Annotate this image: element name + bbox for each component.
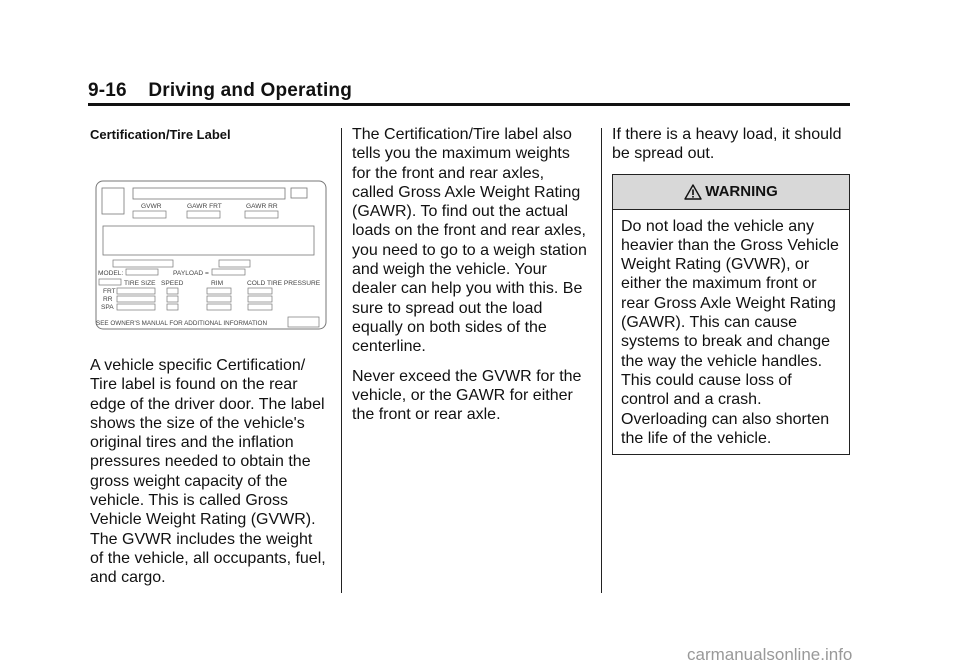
column-1-body: A vehicle specific Certification/ Tire label is found on the rear edge of the driver door. The label shows the size of the vehicle's original tires and the inflation pressures needed to obtain the gross weight capacity of the vehicle. This is called Gross Vehicle Weight Rating (GVWR). The GVWR includes the weight of the vehicle, all occupants, fuel, and cargo. — [90, 357, 326, 587]
label-rim: RIM — [211, 280, 224, 287]
column-2-paragraph-1: The Certification/Tire label also tells you the maximum weights for the front and rear axles, called Gross Axle Weight Rating (GAWR). To find out the actual loads on the front and rear axles, you need to go to a weigh station and weigh the vehicle. Your dealer can help you with this. Be sure to spread out the load equally on both sides of the centerline. — [352, 126, 587, 356]
page-header — [88, 80, 352, 102]
column-2-paragraph-2: Never exceed the GVWR for the vehicle, or the GAWR for either the front or rear axle. — [352, 367, 582, 424]
figure-caption: Certification/Tire Label — [90, 127, 231, 142]
column-divider-1 — [341, 128, 342, 593]
label-model: MODEL: — [98, 270, 124, 277]
page-number: 9-16 — [88, 80, 127, 101]
column-1 — [90, 125, 330, 143]
watermark: carmanualsonline.info — [687, 645, 853, 664]
label-gvwr: GVWR — [141, 203, 162, 210]
label-spa: SPA — [101, 304, 114, 311]
warning-box — [612, 174, 850, 456]
label-cold-tire-pressure: COLD TIRE PRESSURE — [247, 280, 321, 287]
column-2 — [352, 125, 590, 434]
warning-text: Do not load the vehicle any heavier than the Gross Vehicle Weight Rating (GVWR), or either the maximum front or rear Gross Axle Weight Rating (GAWR). This can cause systems to break and change the way the vehicle handles. This could cause loss of control and a crash. Overloading can also shorten the life of the vehicle. — [621, 217, 839, 447]
column-3 — [612, 125, 852, 455]
label-tire-size: TIRE SIZE — [124, 280, 156, 287]
label-gawr-frt: GAWR FRT — [187, 203, 222, 210]
warning-triangle-icon — [684, 184, 702, 200]
tire-label-figure — [95, 180, 327, 330]
label-payload: PAYLOAD = — [173, 270, 209, 277]
label-see-manual: SEE OWNER'S MANUAL FOR ADDITIONAL INFORMATION — [96, 320, 267, 327]
label-speed: SPEED — [161, 280, 184, 287]
column-3-paragraph: If there is a heavy load, it should be spread out. — [612, 126, 842, 163]
label-gawr-rr: GAWR RR — [246, 203, 278, 210]
label-rr: RR — [103, 296, 113, 303]
label-frt: FRT — [103, 288, 116, 295]
header-rule — [88, 103, 850, 106]
section-title: Driving and Operating — [148, 80, 353, 101]
warning-header — [613, 175, 849, 210]
warning-title: WARNING — [705, 182, 778, 200]
column-divider-2 — [601, 128, 602, 593]
